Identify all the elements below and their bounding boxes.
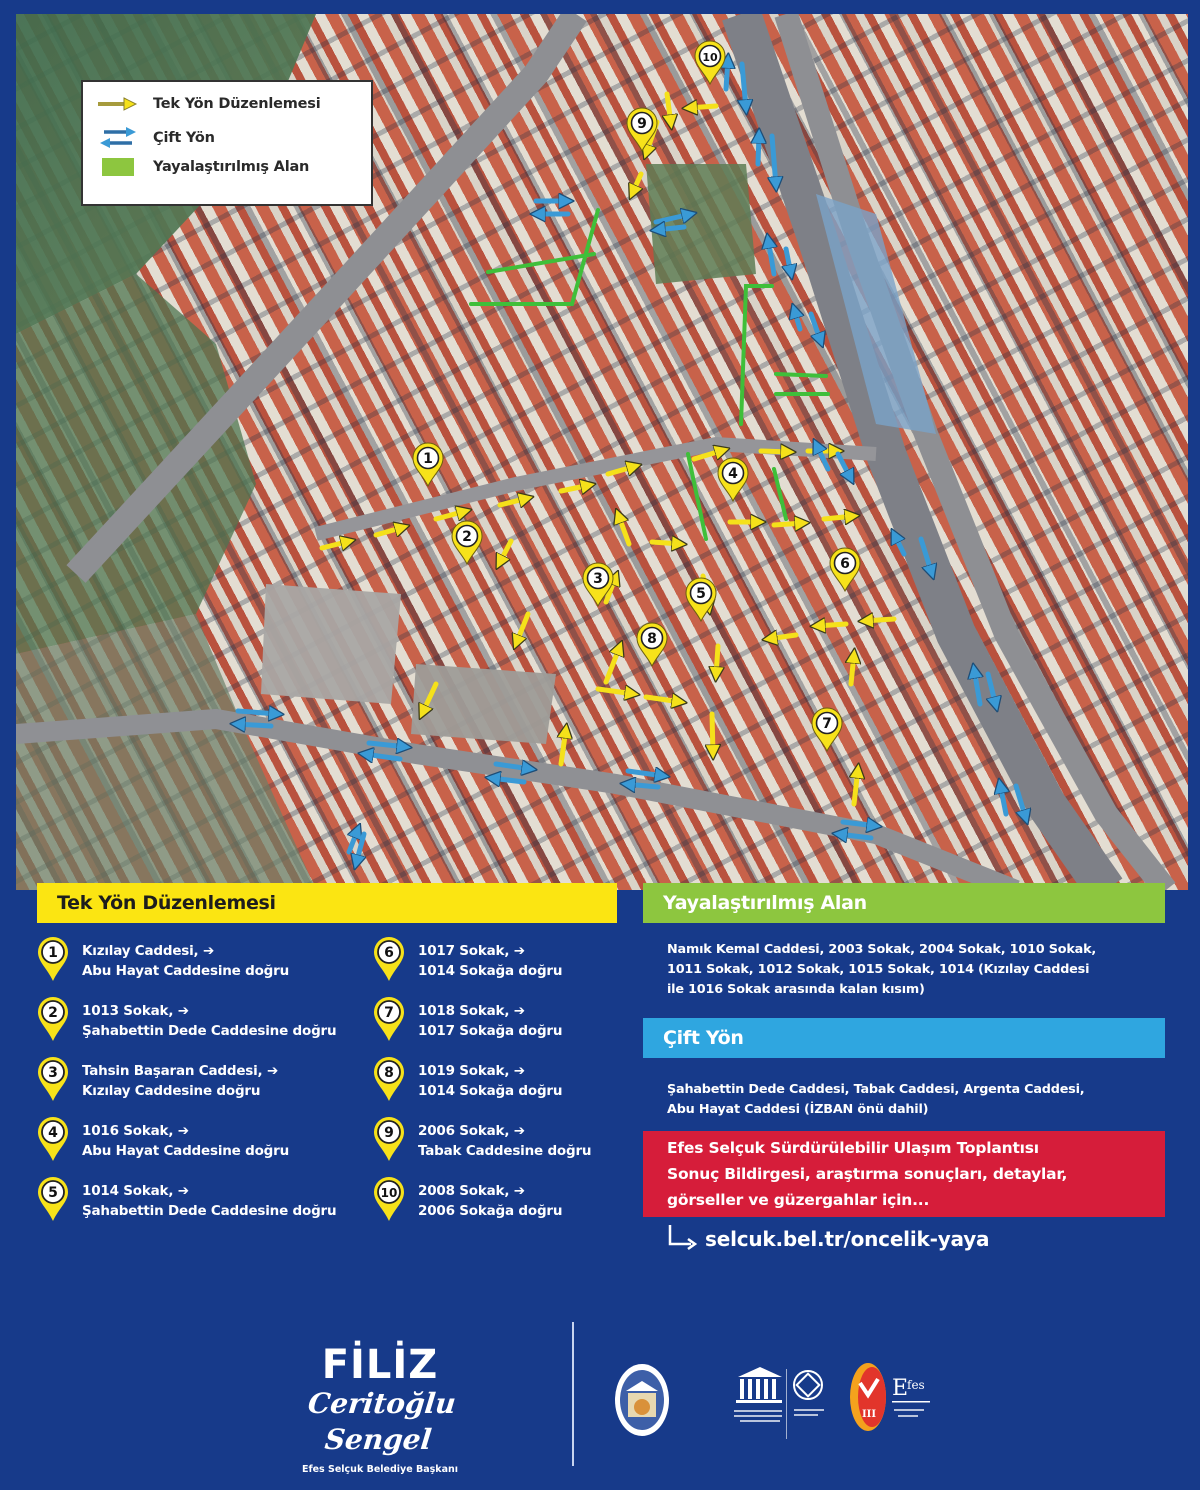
map-marker-9: [627, 108, 657, 151]
legend-two-way: Çift Yön: [83, 126, 215, 150]
marker-pin-icon: [372, 1176, 406, 1222]
svg-text:10: 10: [380, 1186, 398, 1200]
world-heritage-logo-icon: [794, 1371, 824, 1416]
marker-pin-icon: [36, 996, 70, 1042]
legend-pedestrian: Yayalaştırılmış Alan: [83, 158, 309, 176]
two-way-header: Çift Yön: [643, 1018, 1165, 1058]
list-item: 1 Kızılay Caddesi, ➔ Abu Hayat Caddesine doğru: [36, 936, 326, 982]
svg-text:7: 7: [384, 1005, 394, 1021]
svg-text:2: 2: [48, 1005, 58, 1021]
list-item: 2 1013 Sokak, ➔ Şahabettin Dede Caddesine doğru: [36, 996, 326, 1042]
marker-pin-icon: [36, 1056, 70, 1102]
list-item: 9 2006 Sokak, ➔ Tabak Caddesine doğru: [372, 1116, 662, 1162]
list-item: 3 Tahsin Başaran Caddesi, ➔ Kızılay Caddesine doğru: [36, 1056, 326, 1102]
list-item: 8 1019 Sokak, ➔ 1014 Sokağa doğru: [372, 1056, 662, 1102]
svg-text:4: 4: [48, 1125, 58, 1141]
svg-text:III: III: [861, 1409, 877, 1420]
marker-pin-icon: [36, 1116, 70, 1162]
marker-pin-icon: [36, 1176, 70, 1222]
one-way-header: Tek Yön Düzenlemesi: [37, 883, 617, 923]
svg-text:5: 5: [696, 586, 706, 602]
list-item: 7 1018 Sokak, ➔ 1017 Sokağa doğru: [372, 996, 662, 1042]
footer-divider: [572, 1322, 574, 1466]
svg-text:E: E: [892, 1376, 909, 1401]
svg-text:3: 3: [48, 1065, 58, 1081]
marker-pin-icon: [36, 936, 70, 982]
two-way-text: Şahabettin Dede Caddesi, Tabak Caddesi, Argenta Caddesi, Abu Hayat Caddesi (İZBAN önü dahil): [667, 1082, 1085, 1117]
website-link[interactable]: selcuk.bel.tr/oncelik-yaya: [705, 1227, 990, 1251]
svg-text:3: 3: [593, 571, 603, 587]
svg-text:fes: fes: [907, 1378, 925, 1392]
svg-text:8: 8: [384, 1065, 394, 1081]
marker-pin-icon: [372, 936, 406, 982]
svg-text:6: 6: [384, 945, 394, 961]
map-legend: [81, 80, 373, 206]
map-marker-10: [695, 41, 725, 84]
map-marker-6: [830, 548, 860, 591]
aerial-map: [16, 14, 1188, 890]
marker-pin-icon: [372, 996, 406, 1042]
blue-double-arrow-icon: [83, 126, 153, 150]
svg-text:8: 8: [647, 631, 657, 647]
green-square-icon: [83, 158, 153, 176]
marker-pin-icon: [372, 1116, 406, 1162]
svg-text:1: 1: [48, 945, 58, 961]
municipality-seal-icon: [615, 1364, 669, 1436]
efes-selcuk-logo-icon: [892, 1376, 930, 1417]
list-item: 5 1014 Sokak, ➔ Şahabettin Dede Caddesine doğru: [36, 1176, 326, 1222]
corner-arrow-icon: [667, 1225, 697, 1251]
list-item: 10 2008 Sokak, ➔ 2006 Sokağa doğru: [372, 1176, 662, 1222]
svg-text:5: 5: [48, 1185, 58, 1201]
list-item: 4 1016 Sokak, ➔ Abu Hayat Caddesine doğru: [36, 1116, 326, 1162]
unesco-logo-icon: [734, 1367, 782, 1422]
info-callout: Efes Selçuk Sürdürülebilir Ulaşım Toplantısı Sonuç Bildirgesi, araştırma sonuçları, detaylar, görseller ve güzergahlar için...: [643, 1131, 1165, 1217]
svg-text:4: 4: [728, 466, 738, 482]
svg-text:9: 9: [637, 116, 647, 132]
map-marker-1: [413, 443, 443, 486]
svg-text:6: 6: [840, 556, 850, 572]
website-link-row: [667, 1225, 989, 1251]
partner-logos: [610, 1355, 950, 1445]
svg-text:10: 10: [702, 51, 718, 64]
map-marker-8: [637, 623, 667, 666]
map-marker-5: [686, 578, 716, 621]
map-marker-7: [812, 708, 842, 751]
yellow-arrow-right-icon: [83, 97, 153, 111]
svg-text:9: 9: [384, 1125, 394, 1141]
legend-one-way: Tek Yön Düzenlemesi: [83, 96, 321, 112]
svg-text:2: 2: [462, 529, 472, 545]
list-item: 6 1017 Sokak, ➔ 1014 Sokağa doğru: [372, 936, 662, 982]
map-marker-4: [718, 458, 748, 501]
map-marker-2: [452, 521, 482, 564]
pedestrian-header: Yayalaştırılmış Alan: [643, 883, 1165, 923]
pedestrian-text: Namık Kemal Caddesi, 2003 Sokak, 2004 Sokak, 1010 Sokak, 1011 Sokak, 1012 Sokak, 1015 Sokak, 1014 (Kızılay Caddesi ile 1016 Sokak arasında kalan kısım): [667, 942, 1097, 997]
svg-text:7: 7: [822, 716, 832, 732]
mayor-signature: FİLİZ Ceritoğlu Sengel Efes Selçuk Belediye Başkanı: [301, 1342, 459, 1475]
marker-pin-icon: [372, 1056, 406, 1102]
festival-logo-icon: [850, 1363, 886, 1431]
svg-text:1: 1: [423, 451, 433, 467]
